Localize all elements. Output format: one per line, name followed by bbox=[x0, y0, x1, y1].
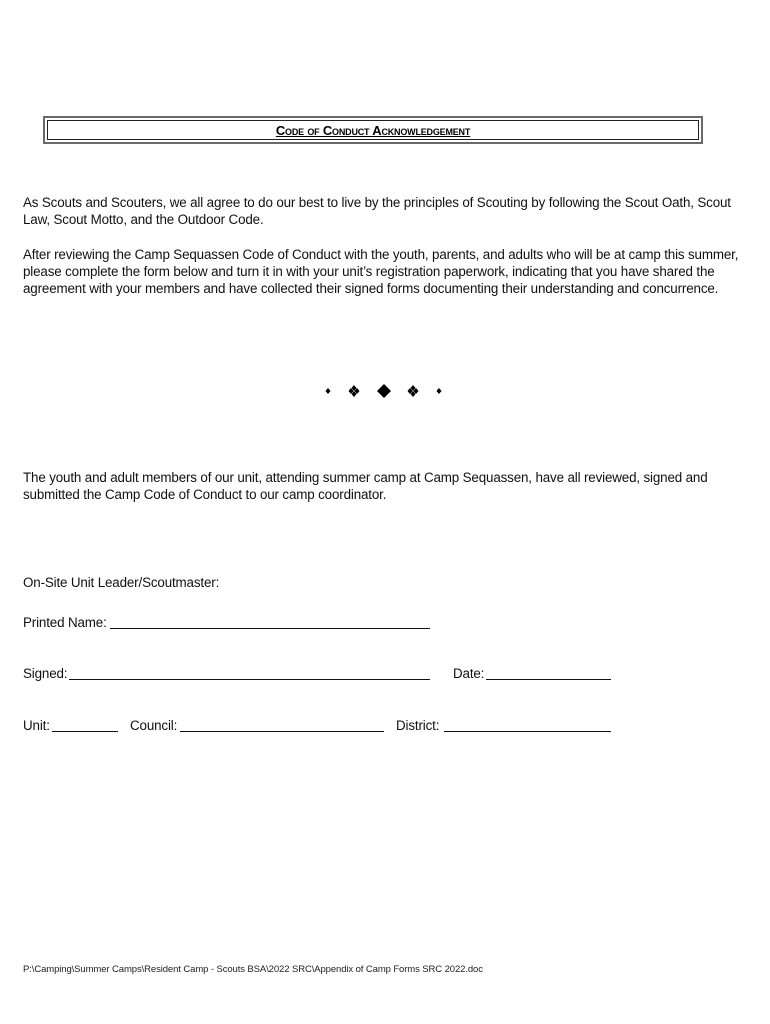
title-inner-border bbox=[47, 120, 699, 140]
attestation-paragraph: The youth and adult members of our unit, attending summer camp at Camp Sequassen, have all reviewed, signed and submitted the Camp Code of Conduct to our camp coordinator. bbox=[23, 470, 708, 502]
large-diamond-icon bbox=[377, 384, 391, 398]
instructions-paragraph: After reviewing the Camp Sequassen Code of Conduct with the youth, parents, and adults who will be at camp this summer, please complete the form below and turn it in with your unit’s registration paperwork, indicating that you have shared the agreement with your members and have collected their signed forms documenting their understanding and concurrence. bbox=[23, 247, 739, 296]
signed-label: Signed: bbox=[23, 666, 68, 681]
leader-heading: On-Site Unit Leader/Scoutmaster: bbox=[23, 575, 220, 590]
title-box bbox=[43, 116, 703, 144]
page-title: Code of Conduct Acknowledgement bbox=[275, 122, 471, 138]
signature-field[interactable] bbox=[69, 679, 430, 680]
four-diamond-icon bbox=[349, 385, 360, 397]
unit-label: Unit: bbox=[23, 718, 50, 733]
small-diamond-icon bbox=[437, 388, 442, 394]
ornament-divider bbox=[0, 381, 770, 401]
four-diamond-icon bbox=[408, 385, 419, 397]
council-field[interactable] bbox=[180, 731, 384, 732]
date-label: Date: bbox=[453, 666, 485, 681]
small-diamond-icon bbox=[326, 388, 331, 394]
footer-file-path: P:\Camping\Summer Camps\Resident Camp - Scouts BSA\2022 SRC\Appendix of Camp Forms SRC 2022.doc bbox=[23, 964, 483, 975]
intro-paragraph: As Scouts and Scouters, we all agree to do our best to live by the principles of Scouting by following the Scout Oath, Scout Law, Scout Motto, and the Outdoor Code. bbox=[23, 195, 731, 227]
date-field[interactable] bbox=[486, 679, 611, 680]
printed-name-field[interactable] bbox=[110, 628, 430, 629]
unit-field[interactable] bbox=[52, 731, 118, 732]
printed-name-label: Printed Name: bbox=[23, 615, 107, 630]
district-field[interactable] bbox=[444, 731, 611, 732]
district-label: District: bbox=[396, 718, 440, 733]
council-label: Council: bbox=[130, 718, 178, 733]
